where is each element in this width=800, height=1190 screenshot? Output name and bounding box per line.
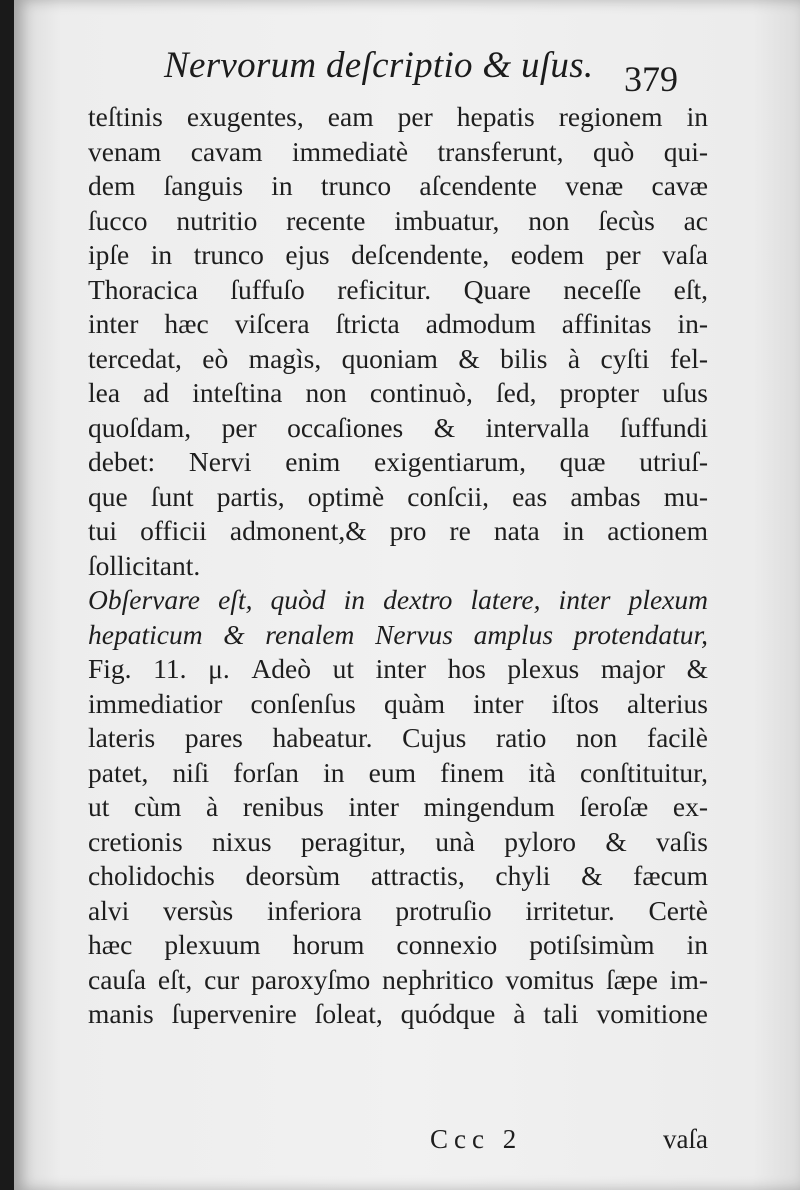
text-line: teſtinis exugentes, eam per hepatis regionem in (88, 101, 708, 132)
signature-mark: Ccc 2 (430, 1124, 523, 1154)
text-line: manis ſupervenire ſoleat, quódque à tali vomitione (88, 998, 708, 1029)
text-line: Obſervare eſt, quòd in dextro latere, inter plexum (88, 584, 708, 615)
text-line: cretionis nixus peragitur, unà pyloro & vaſis (88, 825, 708, 857)
text-line: lateris pares habeatur. Cujus ratio non facilè (88, 722, 708, 753)
text-line: tui officii admonent,& pro re nata in actionem (88, 515, 708, 546)
text-line: debet: Nervi enim exigentiarum, quæ utriuſ- (88, 446, 708, 477)
text-line: immediatior conſenſus quàm inter iſtos alterius (88, 687, 708, 719)
text-line: venam cavam immediatè transferunt, quò qui- (88, 135, 708, 167)
catchword: vaſa (663, 1124, 708, 1154)
text-line: ipſe in trunco ejus deſcendente, eodem per vaſa (88, 239, 708, 270)
text-line: patet, niſi forſan in eum finem ità conſtituitur, (88, 756, 708, 788)
text-line: hepaticum & renalem Nervus amplus protendatur, (88, 618, 708, 650)
text-line: alvi versùs inferiora protruſio irritetur. Certè (88, 894, 708, 926)
page-number: 379 (624, 59, 678, 99)
text-line: tercedat, eò magìs, quoniam & bilis à cyſti fel- (88, 342, 708, 374)
page-footer (88, 1124, 708, 1164)
text-line: ſollicitant. (88, 549, 201, 581)
text-line: hæc plexuum horum connexio potiſsimùm in (88, 929, 708, 960)
text-line: dem ſanguis in trunco aſcendente venæ cavæ (88, 170, 708, 201)
text-line: que ſunt partis, optimè conſcii, eas ambas mu- (88, 480, 708, 512)
page-header (164, 44, 764, 99)
text-line: inter hæc viſcera ſtricta admodum affinitas in- (88, 308, 708, 339)
body-text (88, 100, 708, 1032)
book-page (14, 0, 800, 1190)
text-line: cholidochis deorsùm attractis, chyli & fæcum (88, 860, 708, 891)
running-title: Nervorum deſcriptio & uſus. (164, 45, 594, 86)
text-line: cauſa eſt, cur paroxyſmo nephritico vomitus ſæpe im- (88, 963, 708, 995)
text-line: quoſdam, per occaſiones & intervalla ſuffundi (88, 411, 708, 443)
text-line: lea ad inteſtina non continuò, ſed, propter uſus (88, 377, 708, 408)
text-line: ut cùm à renibus inter mingendum ſeroſæ ex- (88, 791, 708, 822)
text-line: Thoracica ſuffuſo reficitur. Quare neceſſe eſt, (88, 273, 708, 305)
text-line: Fig. 11. μ. Adeò ut inter hos plexus major & (88, 653, 708, 684)
text-line: ſucco nutritio recente imbuatur, non ſecùs ac (88, 204, 708, 236)
